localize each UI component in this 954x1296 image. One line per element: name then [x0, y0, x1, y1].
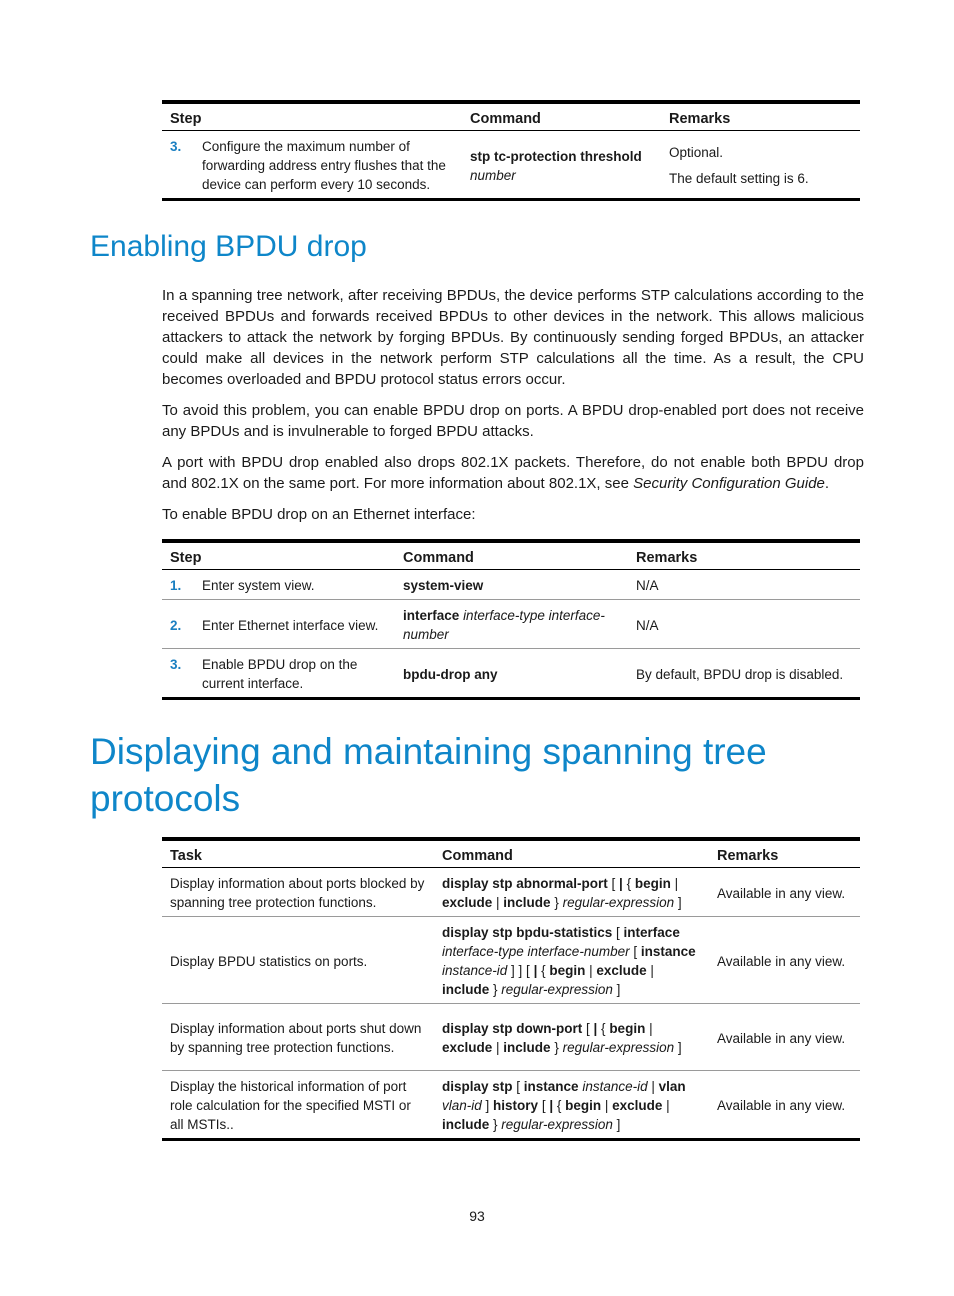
- command-argument: instance-id: [442, 963, 508, 978]
- col-header-remarks: Remarks: [661, 102, 860, 131]
- command-syntax: }: [489, 982, 502, 997]
- paragraph: In a spanning tree network, after receiving BPDUs, the device performs STP calculations according to the received BPDUs and forwards received BPDUs to other devices in the network. This allows malicious attackers to attack the network by forging BPDUs. By continuously sending forged BPDUs, an attacker could make all devices in the network perform STP calculations all the time. As a result, the CPU becomes overloaded and BPDU protocol status errors occur.: [162, 287, 864, 388]
- step-description: Enter Ethernet interface view.: [194, 600, 395, 649]
- table-row: [162, 1071, 860, 1140]
- remark-optional: Optional.: [669, 145, 724, 160]
- command-syntax: |: [662, 1098, 670, 1113]
- command-keyword: include: [442, 1117, 490, 1132]
- display-commands-table: [162, 837, 860, 1141]
- command-syntax: [: [582, 1021, 594, 1036]
- command-argument: number: [470, 167, 516, 183]
- paragraph: [162, 452, 864, 494]
- command-syntax: ]: [674, 895, 682, 910]
- command-keyword: display stp abnormal-port: [442, 876, 608, 891]
- remark-default: The default setting is 6.: [669, 171, 809, 186]
- task-cell: Display information about ports blocked by spanning tree protection functions.: [170, 876, 425, 910]
- command-syntax: |: [492, 895, 504, 910]
- command-keyword: display stp bpdu-statistics: [442, 925, 613, 940]
- command-keyword: bpdu-drop any: [403, 666, 498, 682]
- command-syntax: }: [489, 1117, 502, 1132]
- task-cell: Display BPDU statistics on ports.: [162, 917, 434, 1004]
- table-row: [162, 917, 860, 1004]
- command-keyword: |: [549, 1098, 554, 1113]
- command-keyword: exclude: [612, 1098, 663, 1113]
- command-syntax: |: [492, 1040, 504, 1055]
- command-syntax: ]: [481, 1098, 494, 1113]
- command-argument: regular-expression: [501, 1117, 613, 1132]
- command-keyword: exclude: [596, 963, 647, 978]
- command-syntax: |: [670, 876, 679, 891]
- col-header-step: Step: [162, 102, 462, 131]
- command-syntax: |: [601, 1098, 613, 1113]
- command-keyword: instance: [640, 944, 696, 959]
- command-syntax: |: [647, 1079, 659, 1094]
- command-argument: interface-type interface-number: [403, 608, 605, 642]
- task-cell: Display the historical information of port role calculation for the specified MSTI or all MSTIs..: [162, 1071, 434, 1140]
- remarks-cell: Available in any view.: [709, 917, 860, 1004]
- paragraph-text: A port with BPDU drop enabled also drops 802.1X packets. Therefore, do not enable both BPDU drop and 802.1X on the same port. For more information about 802.1X, see: [162, 454, 864, 492]
- command-keyword: |: [533, 963, 538, 978]
- step-number: 2.: [162, 600, 194, 649]
- command-keyword: begin: [609, 1021, 646, 1036]
- col-header-command: Command: [434, 839, 709, 868]
- command-keyword: begin: [549, 963, 586, 978]
- table-row: [162, 649, 860, 699]
- command-argument: vlan-id: [442, 1098, 482, 1113]
- command-keyword: include: [442, 982, 490, 997]
- remarks-cell: Available in any view.: [717, 885, 846, 901]
- command-syntax: [: [629, 944, 641, 959]
- command-syntax: }: [550, 895, 563, 910]
- task-cell: Display information about ports shut down by spanning tree protection functions.: [162, 1004, 434, 1071]
- command-keyword: system-view: [403, 578, 484, 593]
- table-row: [162, 570, 860, 600]
- command-keyword: exclude: [442, 1040, 493, 1055]
- table-row: [162, 868, 860, 917]
- command-cell: [434, 1004, 709, 1071]
- step-number: 3.: [162, 131, 194, 200]
- command-syntax: }: [550, 1040, 563, 1055]
- remarks-cell: Available in any view.: [709, 1071, 860, 1140]
- command-argument: interface-type interface-number: [442, 944, 630, 959]
- remarks-cell: [661, 131, 860, 200]
- remarks-cell: By default, BPDU drop is disabled.: [628, 649, 860, 699]
- table-row: [162, 131, 860, 200]
- command-keyword: |: [593, 1021, 598, 1036]
- remarks-cell: N/A: [636, 578, 659, 593]
- col-header-command: Command: [395, 541, 628, 570]
- command-syntax: [: [607, 876, 620, 891]
- command-syntax: {: [622, 876, 635, 891]
- remarks-cell: N/A: [628, 600, 860, 649]
- command-cell: [395, 600, 628, 649]
- col-header-command: Command: [462, 102, 661, 131]
- command-syntax: ]: [674, 1040, 682, 1055]
- bpdu-drop-table: [162, 539, 860, 700]
- command-cell: [434, 868, 709, 917]
- step-description: Enable BPDU drop on the current interface.: [194, 649, 395, 699]
- command-syntax: [: [512, 1079, 524, 1094]
- command-keyword: exclude: [442, 895, 493, 910]
- command-keyword: display stp: [442, 1079, 513, 1094]
- command-keyword: interface: [403, 608, 460, 623]
- command-cell: [434, 917, 709, 1004]
- command-keyword: history: [493, 1098, 539, 1113]
- command-syntax: ]: [612, 982, 621, 997]
- paragraph: To enable BPDU drop on an Ethernet interface:: [162, 506, 476, 523]
- table-row: [162, 1004, 860, 1071]
- command-argument: regular-expression: [562, 1040, 675, 1055]
- step-number: 1.: [170, 578, 182, 593]
- paragraph-text: .: [824, 475, 830, 492]
- command-syntax: {: [537, 963, 550, 978]
- remarks-cell: Available in any view.: [709, 1004, 860, 1071]
- section-title-display-maintain: Displaying and maintaining spanning tree protocols: [90, 731, 767, 819]
- command-keyword: include: [503, 895, 551, 910]
- step-description: Enter system view.: [202, 578, 315, 593]
- command-cell: [395, 570, 628, 600]
- step-description: Configure the maximum number of forwarding address entry flushes that the device can perform every 10 seconds.: [194, 131, 462, 200]
- paragraph: To avoid this problem, you can enable BPDU drop on ports. A BPDU drop-enabled port does not receive any BPDUs and is invulnerable to forged BPDU attacks.: [162, 402, 864, 440]
- command-syntax: ]: [612, 1117, 621, 1132]
- command-syntax: [: [612, 925, 624, 940]
- command-keyword: vlan: [658, 1079, 686, 1094]
- command-keyword: begin: [634, 876, 671, 891]
- command-argument: regular-expression: [562, 895, 675, 910]
- command-syntax: ] ] [: [507, 963, 534, 978]
- command-keyword: display stp down-port: [442, 1021, 583, 1036]
- command-keyword: instance: [523, 1079, 579, 1094]
- col-header-remarks: Remarks: [709, 839, 860, 868]
- page-number: 93: [469, 1208, 485, 1224]
- command-syntax: |: [585, 963, 597, 978]
- command-keyword: include: [503, 1040, 551, 1055]
- command-keyword: begin: [565, 1098, 602, 1113]
- command-argument: regular-expression: [501, 982, 613, 997]
- table-row: [162, 600, 860, 649]
- col-header-remarks: Remarks: [628, 541, 860, 570]
- command-syntax: [: [538, 1098, 550, 1113]
- command-cell: [462, 131, 661, 200]
- command-keyword: stp tc-protection threshold: [470, 148, 642, 164]
- stp-tc-protection-table: [162, 100, 860, 201]
- command-syntax: {: [597, 1021, 610, 1036]
- command-argument: instance-id: [582, 1079, 648, 1094]
- command-syntax: {: [553, 1098, 566, 1113]
- command-syntax: |: [646, 963, 654, 978]
- command-cell: [395, 649, 628, 699]
- col-header-step: Step: [162, 541, 395, 570]
- command-cell: [434, 1071, 709, 1140]
- command-keyword: |: [619, 876, 623, 891]
- command-syntax: |: [645, 1021, 653, 1036]
- command-keyword: interface: [623, 925, 680, 940]
- guide-reference: Security Configuration Guide: [633, 475, 825, 492]
- col-header-task: Task: [162, 839, 434, 868]
- section-title-bpdu-drop: Enabling BPDU drop: [90, 230, 367, 263]
- step-number: 3.: [162, 649, 194, 699]
